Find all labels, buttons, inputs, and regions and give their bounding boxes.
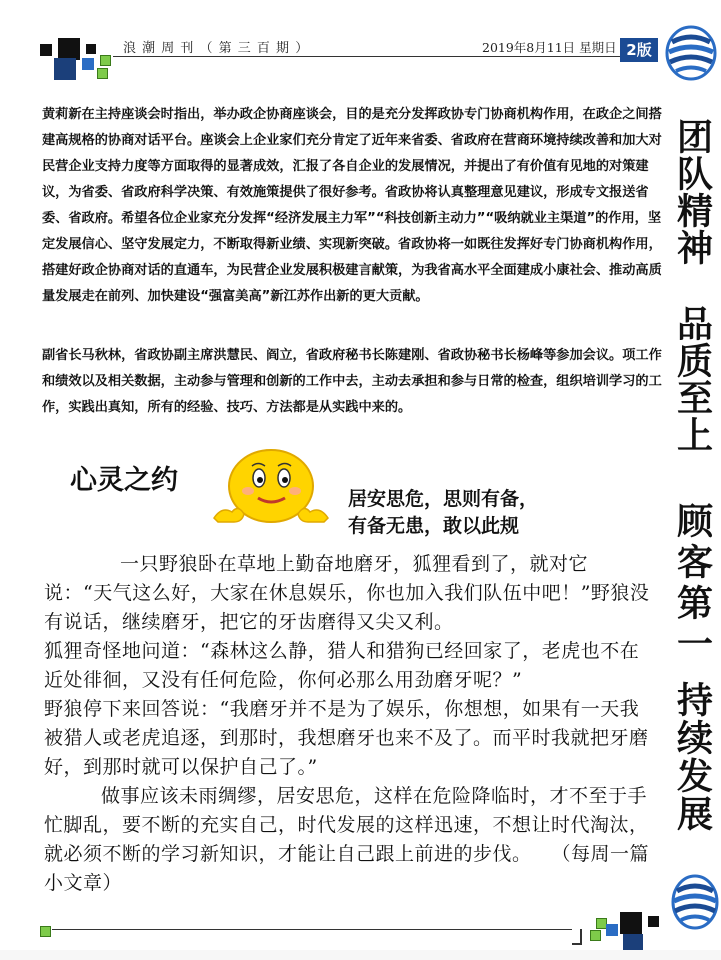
footer-rule [52, 929, 572, 930]
logo-icon [664, 24, 718, 82]
story-title: 心灵之约 [70, 465, 178, 496]
page-badge: 2版 [620, 38, 658, 62]
motto-line-1: 居安思危，思则有备， [348, 488, 539, 510]
issue-date: 2019年8月11日 星期日 [482, 40, 617, 55]
slogan-customer-first: 顾客第一 [671, 502, 714, 666]
story-body [44, 550, 656, 898]
story-paragraph-1: 一只野狼卧在草地上勤奋地磨牙，狐狸看到了，就对它说：“天气这么好，大家在休息娱乐，你也加入我们队伍中吧！”野狼没有说话，继续磨牙，把它的牙齿磨得又尖又利。 [44, 553, 650, 633]
header-rule [113, 56, 633, 57]
footer-logo-icon [670, 872, 720, 932]
story-paragraph-4: 做事应该未雨绸缪，居安思危，这样在危险降临时，才不至于手忙脚乱，要不断的充实自己，时代发展的这样迅速，不想让时代淘汰，就必须不断的学习新知识，才能让自己跟上前进的步伐。 （每周一篇小文章） [44, 785, 650, 894]
smiley-face-icon [208, 446, 334, 532]
article-paragraph-1: 黄莉新在主持座谈会时指出，举办政企协商座谈会，目的是充分发挥政协专门协商机构作用，在政企之间搭建高规格的协商对话平台。座谈会上企业家们充分肯定了近年来省委、省政府在营商环境持续改善和加大对民营企业支持力度等方面取得的显著成效，汇报了各自企业的发展情况，并提出了有价值有见地的对策建议，为省委、省政府科学决策、有效施策提供了很好参考。省政协将认真整理意见建议，形成专文报送省委、省政府。希望各位企业家充分发挥“经济发展主力军”“科技创新主动力”“吸纳就业主渠道”的作用，坚定发展信心、坚守发展定力，不断取得新业绩、实现新突破。省政协将一如既往发挥好专门协商机构作用，搭建好政企协商对话的直通车，为民营企业发展积极建言献策，为我省高水平全面建成小康社会、推动高质量发展走在前列、加快建设“强富美高”新江苏作出新的更大贡献。 [42, 107, 662, 304]
bottom-strip [0, 950, 721, 960]
slogan-sustainable-development: 持续发展 [671, 681, 714, 833]
motto-line-2: 有备无患，敢以此规 [348, 515, 520, 537]
story-paragraph-3: 野狼停下来回答说：“我磨牙并不是为了娱乐，你想想，如果有一天我被猎人或老虎追逐，到那时，我想磨牙也来不及了。而平时我就把牙磨好，到那时就可以保护自己了。” [44, 698, 649, 778]
publication-title: 浪 潮 周 刊 （ 第 三 百 期 ） [123, 41, 310, 56]
slogan-team-spirit: 团队精神 [671, 118, 714, 266]
article-paragraph-2: 副省长马秋林，省政协副主席洪慧民、阎立，省政府秘书长陈建刚、省政协秘书长杨峰等参加会议。项工作和绩效以及相关数据，主动参与管理和创新的工作中去，主动去承担和参与日常的检查，组织培训学习的工作，实践出真知，所有的经验、技巧、方法都是从实践中来的。 [42, 348, 662, 415]
story-paragraph-2: 狐狸奇怪地问道：“森林这么静，猎人和猎狗已经回家了，老虎也不在近处徘徊，又没有任何危险，你何必那么用劲磨牙呢？” [44, 640, 640, 691]
slogan-quality-first: 品质至上 [671, 305, 714, 453]
